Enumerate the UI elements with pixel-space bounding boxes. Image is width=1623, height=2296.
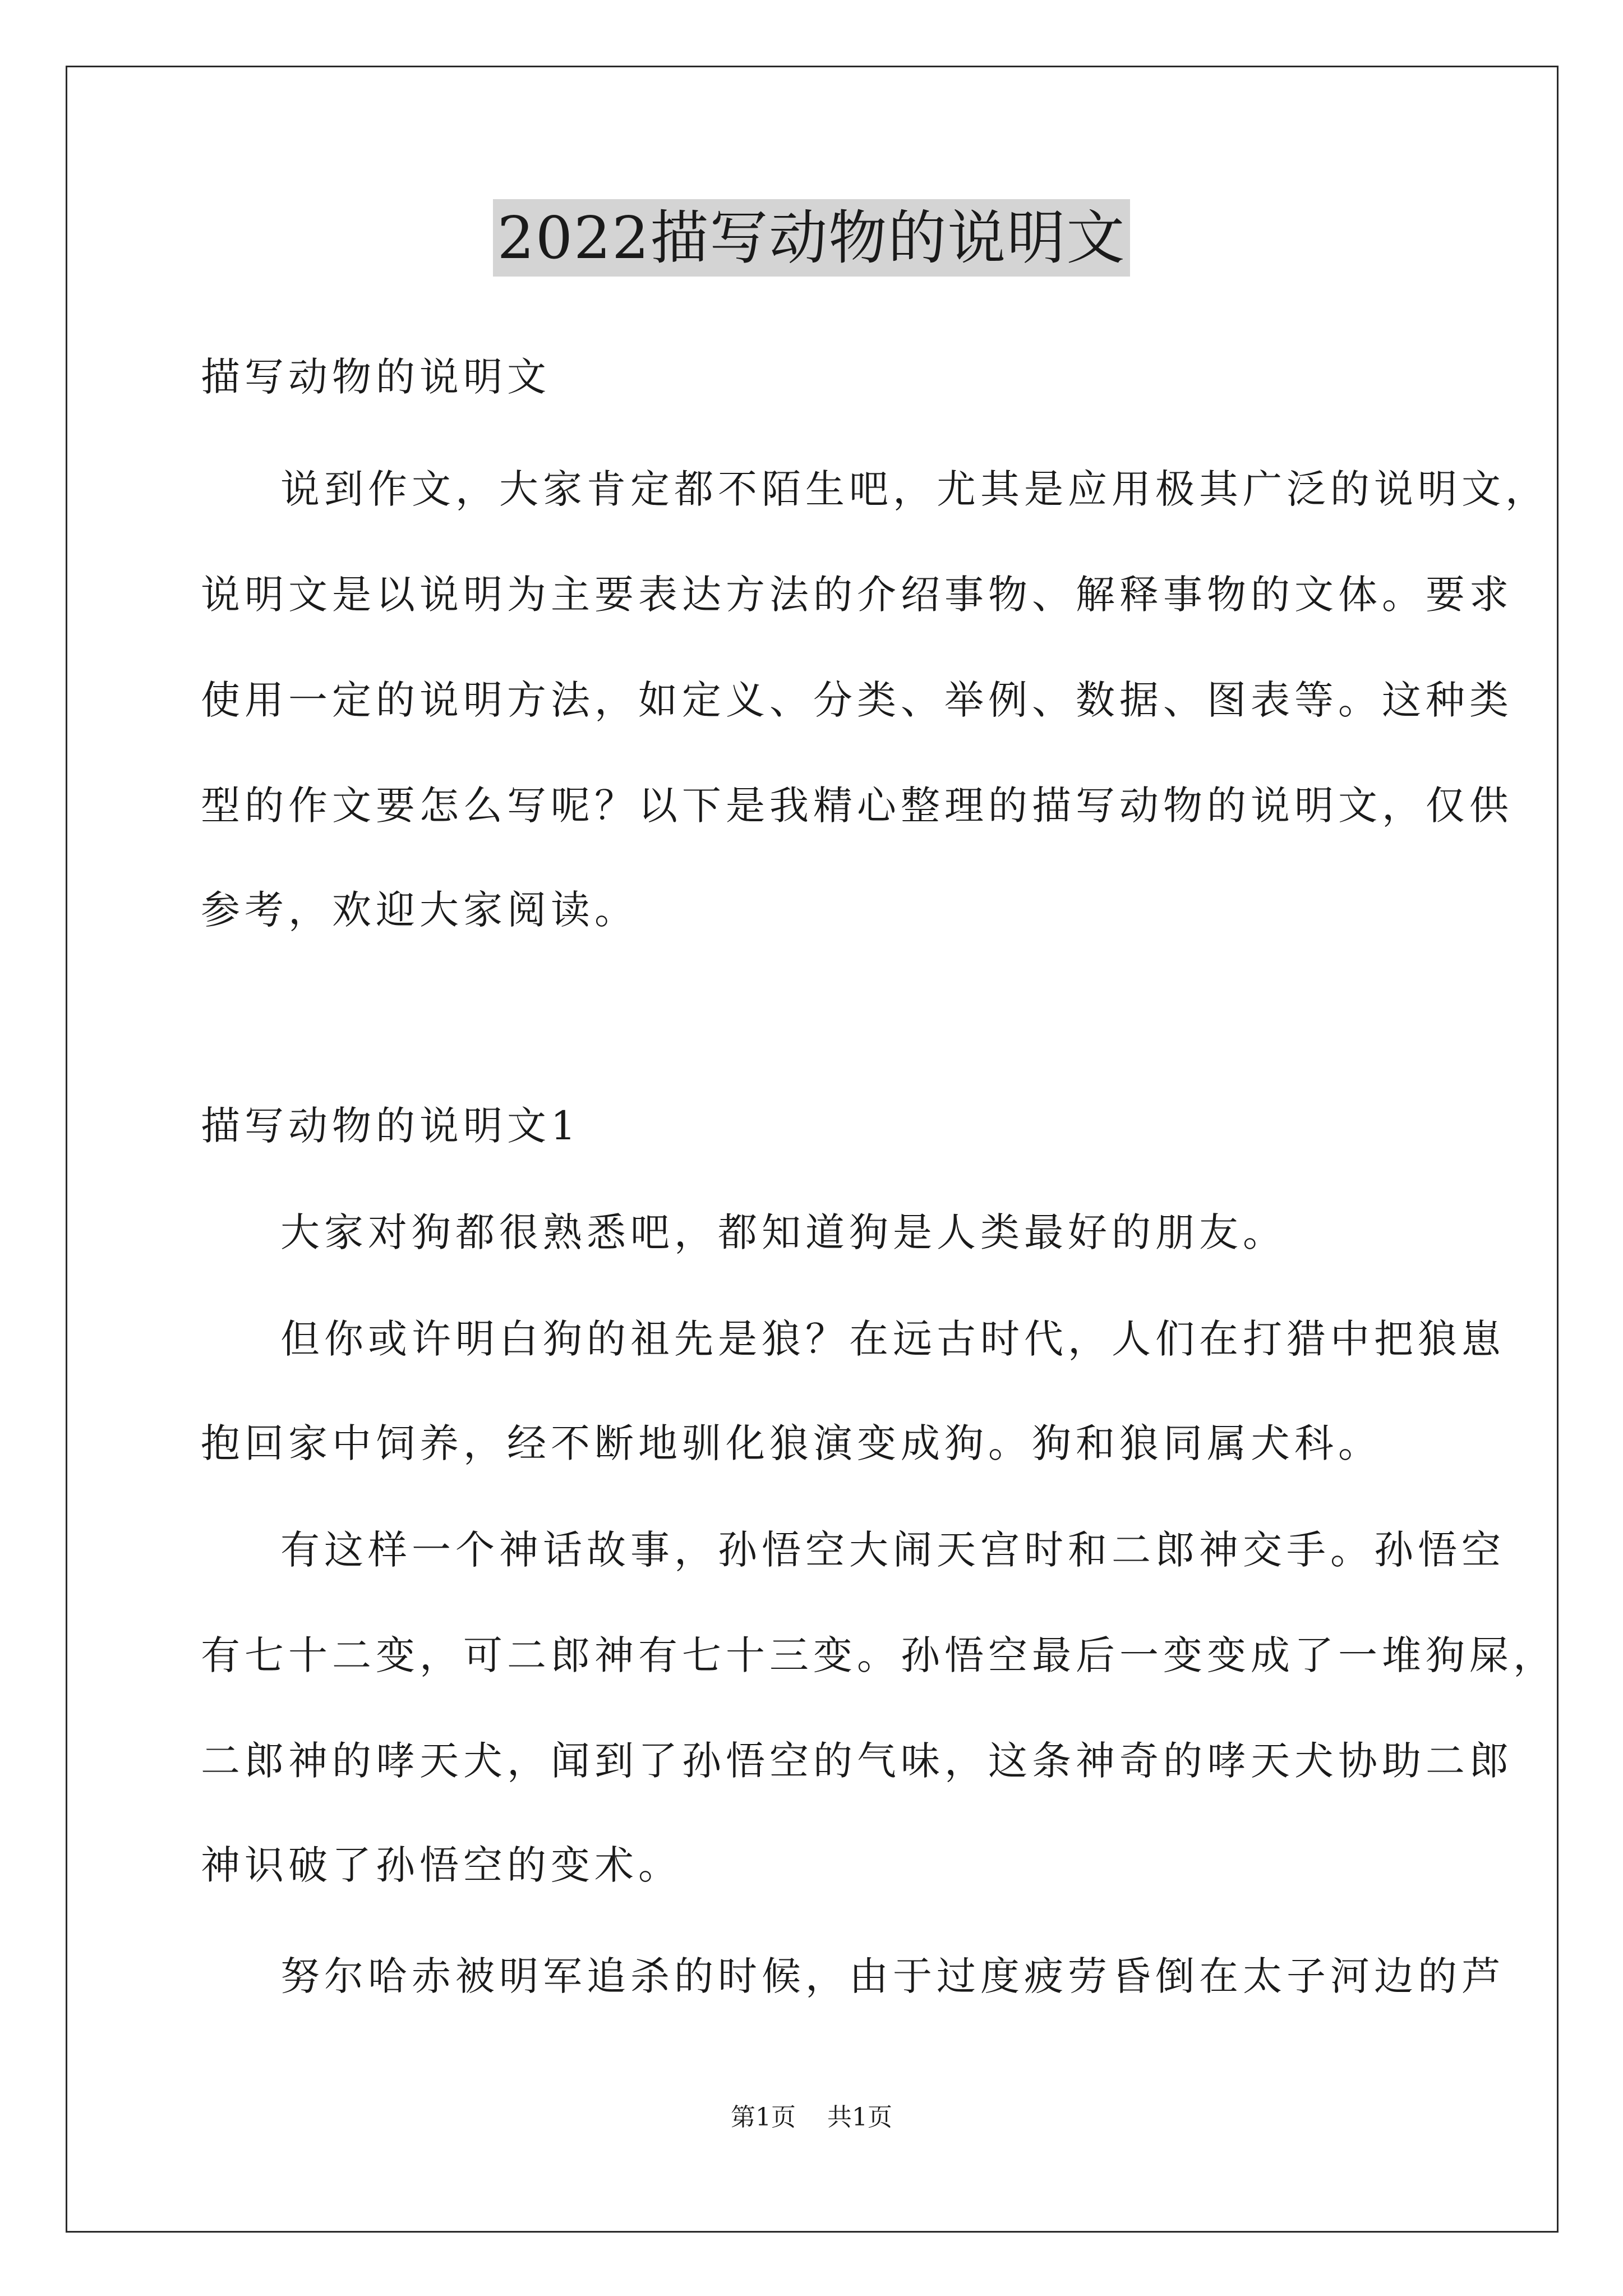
body-line: 神识破了孙悟空的变术。	[201, 1842, 682, 1888]
subtitle: 描写动物的说明文	[201, 354, 551, 400]
title-container	[0, 199, 1623, 277]
intro-line: 参考，欢迎大家阅读。	[201, 887, 638, 933]
body-line: 但你或许明白狗的祖先是狼？在远古时代，人们在打猎中把狼崽	[280, 1316, 1505, 1362]
body-line: 抱回家中饲养，经不断地驯化狼演变成狗。狗和狼同属犬科。	[201, 1420, 1382, 1466]
document-title: 2022描写动物的说明文	[493, 199, 1131, 277]
page-footer	[0, 2101, 1623, 2134]
page-total: 共1页	[827, 2103, 892, 2132]
section-heading: 描写动物的说明文1	[201, 1103, 580, 1149]
intro-line: 型的作文要怎么写呢？以下是我精心整理的描写动物的说明文，仅供	[201, 783, 1513, 829]
intro-line: 说到作文，大家肯定都不陌生吧，尤其是应用极其广泛的说明文，	[280, 466, 1549, 512]
page-number: 第1页	[731, 2103, 796, 2132]
body-line: 有这样一个神话故事，孙悟空大闹天宫时和二郎神交手。孙悟空	[280, 1527, 1505, 1573]
body-line: 二郎神的哮天犬，闻到了孙悟空的气味，这条神奇的哮天犬协助二郎	[201, 1738, 1513, 1784]
intro-line: 说明文是以说明为主要表达方法的介绍事物、解释事物的文体。要求	[201, 572, 1513, 618]
intro-line: 使用一定的说明方法，如定义、分类、举例、数据、图表等。这种类	[201, 677, 1513, 723]
body-line: 努尔哈赤被明军追杀的时候，由于过度疲劳昏倒在太子河边的芦	[280, 1953, 1505, 1999]
body-line: 有七十二变，可二郎神有七十三变。孙悟空最后一变变成了一堆狗屎，	[201, 1632, 1557, 1678]
body-line: 大家对狗都很熟悉吧，都知道狗是人类最好的朋友。	[280, 1209, 1287, 1255]
